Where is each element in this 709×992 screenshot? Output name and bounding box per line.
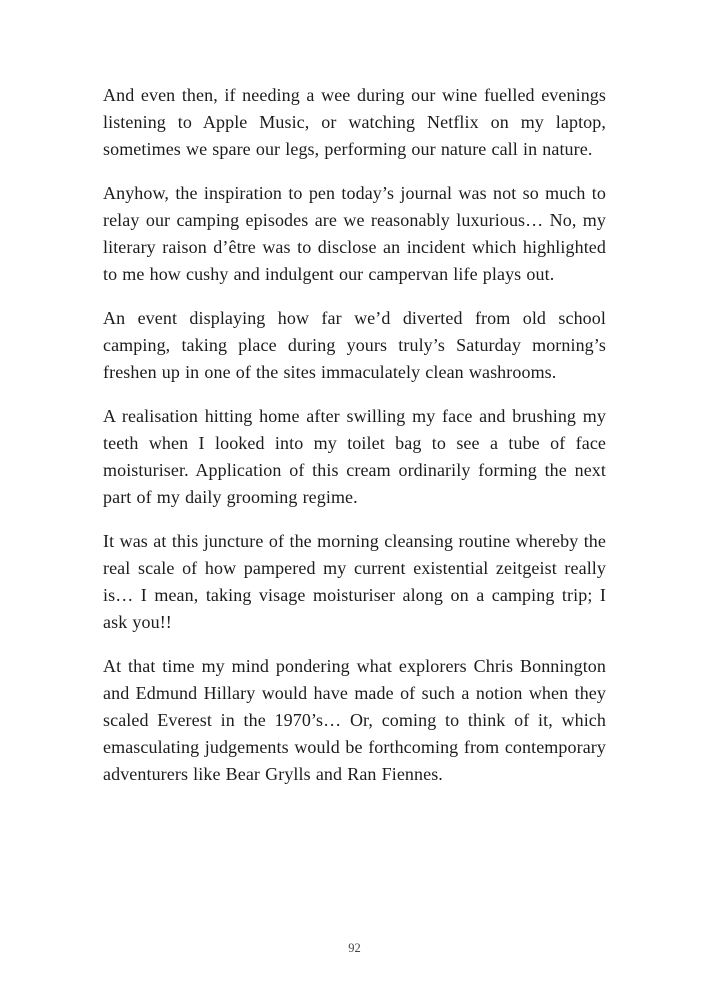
- body-text: [103, 82, 606, 805]
- paragraph: A realisation hitting home after swilling my face and brushing my teeth when I looked into my toilet bag to see a tube of face moisturiser. Application of this cream ordinarily forming the next part of my daily grooming regime.: [103, 406, 606, 507]
- paragraph: An event displaying how far we’d diverted from old school camping, taking place during yours truly’s Saturday morning’s freshen up in one of the sites immaculately clean washrooms.: [103, 308, 606, 382]
- paragraph: And even then, if needing a wee during our wine fuelled evenings listening to Apple Music, or watching Netflix on my laptop, sometimes we spare our legs, performing our nature call in nature.: [103, 85, 606, 159]
- paragraph: Anyhow, the inspiration to pen today’s journal was not so much to relay our camping episodes are we reasonably luxurious… No, my literary raison d’être was to disclose an incident which highlighted to me how cushy and indulgent our campervan life plays out.: [103, 183, 606, 284]
- page-number: 92: [348, 941, 361, 955]
- paragraph: It was at this juncture of the morning cleansing routine whereby the real scale of how pampered my current existential zeitgeist really is… I mean, taking visage moisturiser along on a camping trip; I ask you!!: [103, 531, 606, 632]
- paragraph: At that time my mind pondering what explorers Chris Bonnington and Edmund Hillary would have made of such a notion when they scaled Everest in the 1970’s… Or, coming to think of it, which emasculating judgements would be forthcoming from contemporary adventurers like Bear Grylls and Ran Fiennes.: [103, 656, 606, 784]
